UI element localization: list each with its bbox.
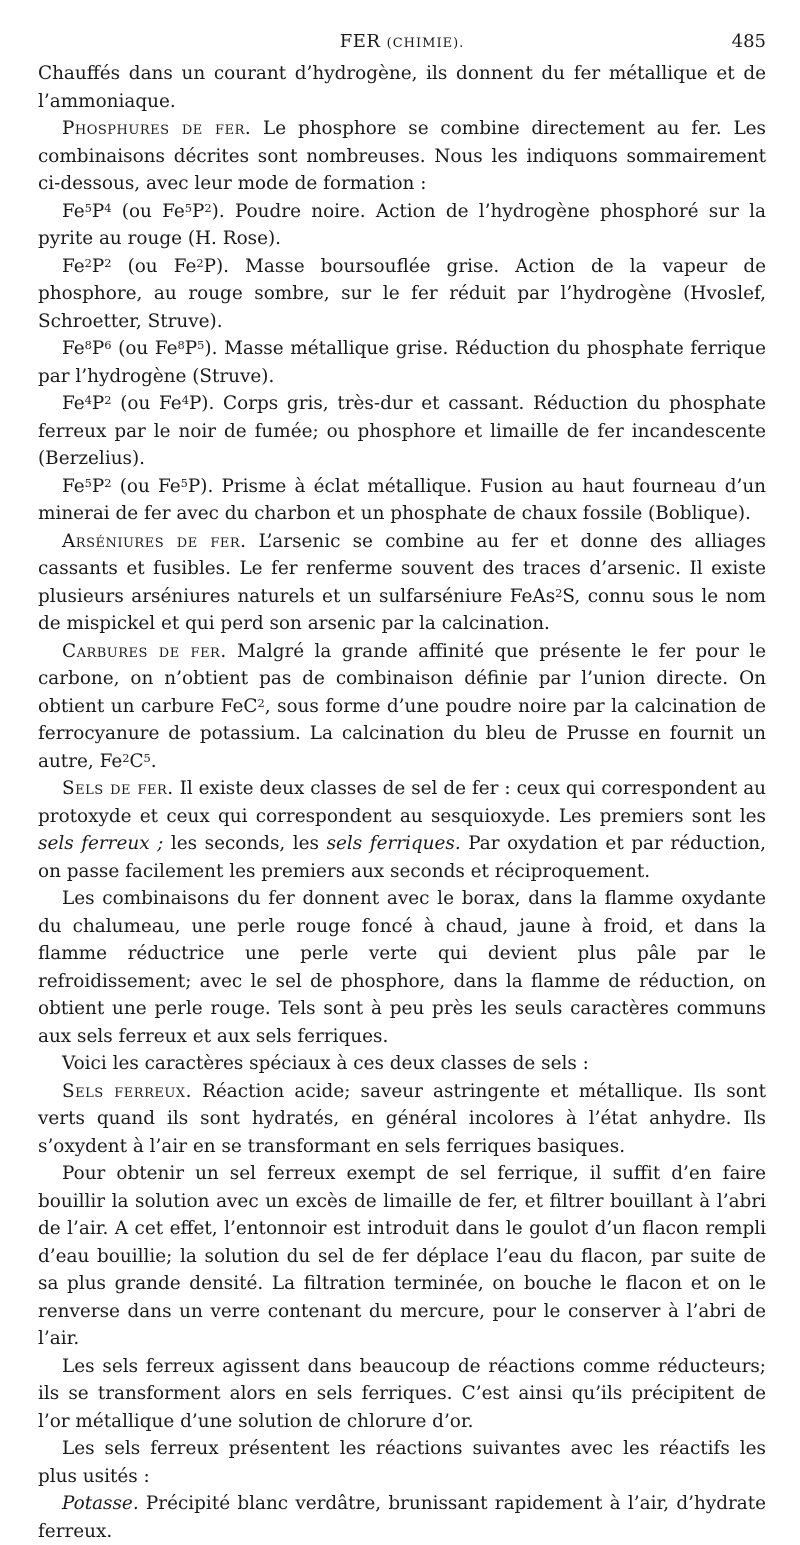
running-title-main: FER — [339, 31, 381, 52]
paragraph-fe4p2 — [38, 390, 766, 473]
formula-part: (ou Fe — [111, 475, 181, 497]
paragraph-text: . — [150, 750, 157, 772]
paragraph-text: Précipité blanc verdâtre, brunissant rapidement à l’air, d’hydrate ferreux. — [38, 1493, 766, 1542]
paragraph-text: Réaction acide; saveur astringente et métallique. Ils sont verts quand ils sont hydratés, en général incolores à l’état anhydre. Ils s’oxydent à l’air en se transformant en sels ferriques basiques. — [38, 1080, 766, 1157]
paragraph-text: Les sels ferreux présentent les réactions suivantes avec les réactifs les plus usités : — [38, 1438, 766, 1487]
formula-part: Fe — [62, 338, 85, 359]
formula-part: Fe — [62, 393, 85, 414]
formula-sup: 5 — [180, 475, 188, 490]
section-lead: Phosphures de fer. — [62, 118, 252, 139]
page-number: 485 — [731, 31, 766, 52]
formula-sup: 6 — [104, 337, 112, 352]
formula-part: P — [91, 255, 105, 277]
paragraph-text: Le phosphore se combine directement au fer. Les combinaisons décrites sont nombreuses. Nous les indiquons sommairement ci-dessous, avec leur mode de formation : — [38, 118, 766, 194]
formula-part: P — [192, 200, 205, 222]
formula-part: P — [91, 200, 105, 222]
formula-sup: 5 — [184, 200, 193, 215]
formula-part: P — [91, 338, 105, 359]
italic-term: sels ferreux ; — [38, 833, 164, 854]
italic-term: Potasse. — [62, 1493, 139, 1514]
formula-part: (ou Fe — [111, 393, 182, 414]
paragraph-text: Malgré la grande affinité que présente le fer pour le carbone, on n’obtient pas de combinaison définie par l’union directe. On obtient un carbure FeC — [38, 640, 766, 717]
formula-sup: 2 — [196, 255, 204, 270]
formula-sup: 4 — [104, 200, 112, 215]
paragraph-arseniures — [38, 528, 766, 638]
formula-part: Fe — [62, 475, 85, 497]
paragraph-combinaisons — [38, 885, 766, 1050]
paragraph-text: S, connu sous le nom de mispickel et qui perd son arsenic par la calcination. — [38, 585, 766, 634]
paragraph-text: les seconds, les — [163, 833, 327, 854]
formula-part: P — [91, 475, 105, 497]
paragraph-voici — [38, 1050, 766, 1078]
paragraph-sels-ferreux — [38, 1078, 766, 1161]
formula-sup: 5 — [84, 475, 92, 490]
italic-term: sels ferriques. — [326, 833, 461, 854]
paragraph-text: L’arsenic se combine au fer et donne des alliages cassants et fusibles. Le fer renferme souvent des traces d’arsenic. Il existe plusieurs arséniures naturels et un sulfarséniure FeAs — [38, 530, 766, 607]
paragraph-text: Par oxydation et par réduction, on passe facilement les premiers aux seconds et réciproquement. — [38, 833, 766, 882]
formula-sup: 2 — [257, 695, 265, 710]
section-lead: Sels de fer. — [62, 778, 174, 799]
formula-sup: 8 — [84, 337, 92, 352]
paragraph-fe5p2 — [38, 473, 766, 528]
formula-sup: 2 — [104, 255, 112, 270]
formula-sup: 2 — [84, 255, 92, 270]
formula-sup: 2 — [122, 750, 130, 765]
section-lead: Arséniures de fer. — [62, 530, 247, 552]
running-header — [38, 28, 766, 58]
paragraph-text: , sous forme d’une poudre noire par la calcination de ferrocyanure de potassium. La calcination du bleu de Prusse en fournit un autre, Fe — [38, 695, 766, 772]
paragraph-text: P). Masse boursouflée grise. Action de la vapeur de phosphore, au rouge sombre, sur le fer réduit par l’hydrogène (Hvoslef, Schroetter, Struve). — [38, 255, 766, 332]
paragraph-fe8p6 — [38, 335, 766, 390]
formula-part: Fe — [62, 200, 85, 222]
paragraph-text: Chauffés dans un courant d’hydrogène, ils donnent du fer métallique et de l’ammoniaque. — [38, 63, 766, 112]
paragraph-text: Les combinaisons du fer donnent avec le borax, dans la flamme oxydante du chalumeau, une perle rouge foncé à chaud, jaune à froid, et dans la flamme réductrice une perle verte qui devient plus pâle par le refroidissement; avec le sel de phosphore, dans la flamme de réduction, on obtient une perle rouge. Tels sont à peu près les seuls caractères communs aux sels ferreux et aux sels ferriques. — [38, 888, 766, 1047]
paragraph-continuation — [38, 60, 766, 115]
formula-sup: 2 — [204, 200, 212, 215]
formula-sup: 4 — [181, 392, 189, 407]
paragraph-text: Il existe deux classes de sel de fer : ceux qui correspondent au protoxyde et ceux qui correspondent au sesquioxyde. Les premiers sont les — [38, 778, 767, 827]
paragraph-carbures — [38, 638, 766, 776]
paragraph-potasse — [38, 1490, 766, 1545]
section-lead: Carbures de fer. — [62, 640, 227, 662]
running-title-sub: (CHIMIE). — [386, 36, 465, 51]
paragraph-fe2p2 — [38, 253, 766, 336]
paragraph-reducteurs — [38, 1353, 766, 1436]
formula-part: C — [129, 750, 144, 772]
formula-sup: 2 — [555, 585, 563, 600]
paragraph-phosphures — [38, 115, 766, 198]
formula-sup: 5 — [84, 200, 92, 215]
formula-sup: 5 — [197, 337, 205, 352]
paragraph-text: P). Corps gris, très-dur et cassant. Réduction du phosphate ferreux par le noir de fumée; ou phosphore et limaille de fer incandescente (Berzelius). — [38, 393, 766, 469]
section-lead: Sels ferreux. — [62, 1080, 192, 1102]
paragraph-text: Voici les caractères spéciaux à ces deux classes de sels : — [62, 1053, 589, 1074]
formula-sup: 2 — [104, 392, 112, 407]
formula-sup: 5 — [143, 750, 151, 765]
paragraph-reactions — [38, 1435, 766, 1490]
formula-part: (ou Fe — [111, 255, 197, 277]
paragraph-text: Pour obtenir un sel ferreux exempt de sel ferrique, il suffit d’en faire bouillir la solution avec un excès de limaille de fer, et filtrer bouillant à l’abri de l’air. A cet effet, l’entonnoir est introduit dans le goulot d’un flacon rempli d’eau bouillie; la solution du sel de fer déplace l’eau du flacon, par suite de sa plus grande densité. La filtration terminée, on bouche le flacon et on le renverse dans un verre contenant du mercure, pour le conserver à l’abri de l’air. — [38, 1163, 766, 1349]
paragraph-text: ). Masse métallique grise. Réduction du phosphate ferrique par l’hydrogène (Struve). — [38, 338, 766, 387]
formula-part: (ou Fe — [111, 200, 185, 222]
formula-sup: 2 — [104, 475, 112, 490]
formula-part: P — [184, 338, 198, 359]
running-title — [38, 28, 766, 58]
paragraph-text: P). Prisme à éclat métallique. Fusion au haut fourneau d’un minerai de fer avec du charbon et un phosphate de chaux fossile (Boblique). — [38, 475, 767, 524]
paragraph-fe5p4 — [38, 198, 766, 253]
formula-part: Fe — [62, 255, 85, 277]
paragraph-text: ). Poudre noire. Action de l’hydrogène phosphoré sur la pyrite au rouge (H. Rose). — [38, 200, 766, 249]
formula-sup: 4 — [84, 392, 92, 407]
formula-sup: 8 — [177, 337, 185, 352]
paragraph-obtenir — [38, 1160, 766, 1353]
formula-part: (ou Fe — [111, 338, 178, 359]
paragraph-text: Les sels ferreux agissent dans beaucoup de réactions comme réducteurs; ils se transforment alors en sels ferriques. C’est ainsi qu’ils précipitent de l’or métallique d’une solution de chlorure d’or. — [38, 1355, 766, 1432]
paragraph-sels-de-fer — [38, 775, 766, 885]
formula-part: P — [91, 393, 105, 414]
